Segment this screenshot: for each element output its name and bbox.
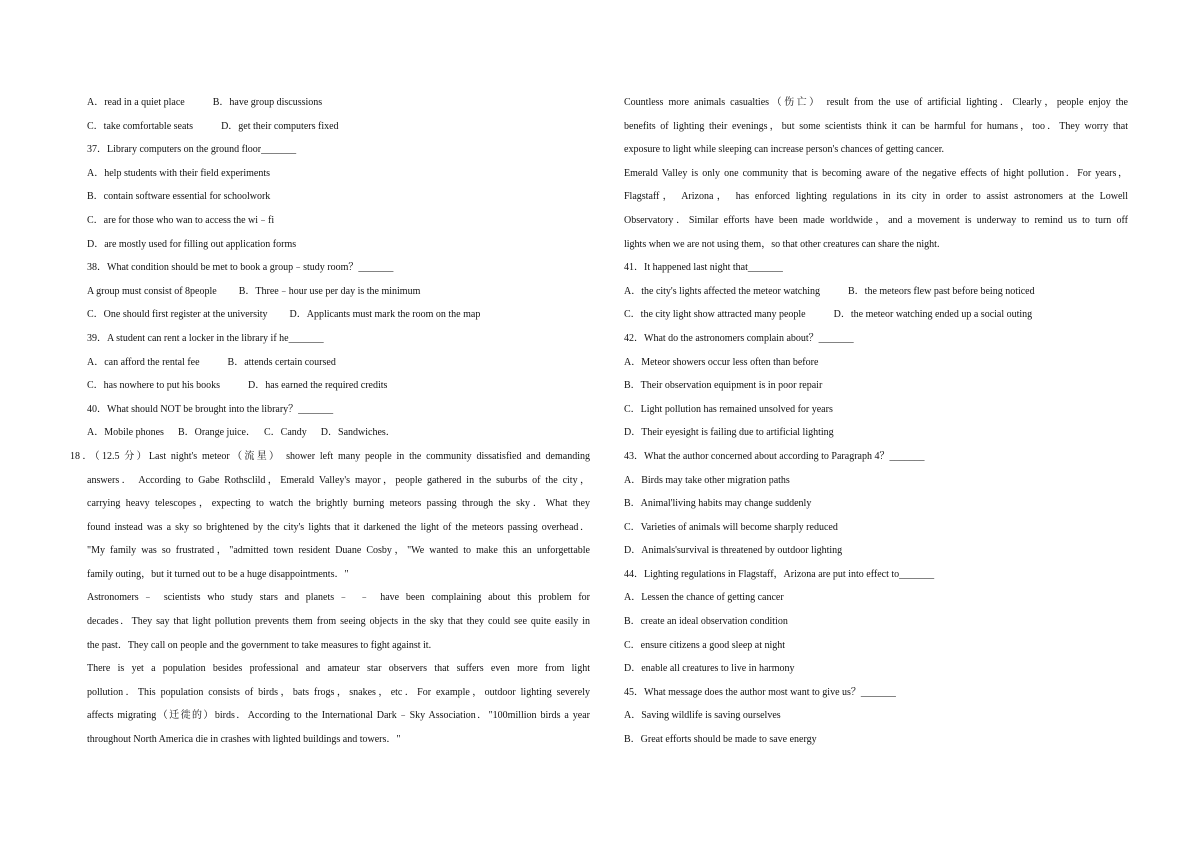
passage-line: exposure to light while sleeping can increase person's chances of getting cancer. bbox=[624, 144, 945, 156]
left-column bbox=[70, 91, 590, 752]
q36-option-a[interactable]: A．read in a quiet place bbox=[87, 97, 185, 108]
q41-options-cd bbox=[624, 303, 1128, 327]
q42-stem: 42．What do the astronomers complain about？_______ bbox=[624, 332, 854, 344]
q45-stem: 45．What message does the author most want to give us？_______ bbox=[624, 686, 896, 698]
q37-option-d[interactable]: D．are mostly used for filling out application forms bbox=[87, 238, 297, 250]
passage-line: Observatory．Similar efforts have been made worldwide，and a movement is underway to remind us to turn off bbox=[624, 214, 1128, 226]
q42-option-c[interactable]: C．Light pollution has remained unsolved for years bbox=[624, 403, 833, 415]
q37-option-a[interactable]: A．help students with their field experiments bbox=[87, 167, 271, 179]
q39-option-a[interactable]: A．can afford the rental fee bbox=[87, 356, 200, 368]
q39-stem: 39．A student can rent a locker in the library if he_______ bbox=[87, 332, 324, 344]
q43-option-c[interactable]: C．Varieties of animals will become sharply reduced bbox=[624, 521, 838, 533]
q42-option-a[interactable]: A．Meteor showers occur less often than before bbox=[624, 356, 819, 368]
passage-line: found instead was a sky so brightened by the city's lights that it darkened the light of the meteors passing overhead． bbox=[87, 521, 590, 533]
q36-option-b[interactable]: B．have group discussions bbox=[212, 97, 323, 108]
q41-options-ab bbox=[624, 280, 1128, 304]
q42-option-d[interactable]: D．Their eyesight is failing due to artificial lighting bbox=[624, 427, 834, 439]
q41-stem: 41．It happened last night that_______ bbox=[624, 262, 783, 274]
q41-option-c[interactable]: C．the city light show attracted many people bbox=[624, 309, 806, 321]
q44-option-a[interactable]: A．Lessen the chance of getting cancer bbox=[624, 592, 784, 604]
q44-stem: 44．Lighting regulations in Flagstaff，Arizona are put into effect to_______ bbox=[624, 568, 935, 580]
q37-option-b[interactable]: B．contain software essential for schoolwork bbox=[87, 191, 271, 203]
passage-line: answers． According to Gabe Rothsclild，Emerald Valley's mayor，people gathered in the suburbs of the city， bbox=[87, 474, 590, 486]
passage-line: carrying heavy telescopes，expecting to watch the brightly burning meteors passing through the sky．What they bbox=[87, 498, 590, 510]
q43-option-a[interactable]: A．Birds may take other migration paths bbox=[624, 474, 790, 486]
q40-option-c[interactable]: C．Candy bbox=[264, 427, 307, 439]
q38-option-a[interactable]: A group must consist of 8people bbox=[87, 285, 217, 297]
q38-stem: 38．What condition should be met to book a group﹣study room？_______ bbox=[87, 262, 394, 274]
q39-options-ab bbox=[87, 351, 590, 375]
q45-option-a[interactable]: A．Saving wildlife is saving ourselves bbox=[624, 710, 781, 722]
passage-line: throughout North America die in crashes with lighted buildings and towers．" bbox=[87, 734, 401, 746]
passage-line: Countless more animals casualties（伤亡） result from the use of artificial lighting．Clearly，people enjoy the bbox=[624, 97, 1128, 108]
q44-option-d[interactable]: D．enable all creatures to live in harmony bbox=[624, 663, 795, 675]
passage-line: Flagstaff， Arizona， has enforced lighting regulations in its city in order to assist astronomers at the Lowell bbox=[624, 191, 1128, 203]
q37-option-c[interactable]: C．are for those who wan to access the wi﹣fi bbox=[87, 214, 275, 226]
q38-options-ab bbox=[87, 280, 590, 304]
q43-option-d[interactable]: D．Animals'survival is threatened by outdoor lighting bbox=[624, 545, 843, 557]
q38-option-c[interactable]: C．One should first register at the university bbox=[87, 309, 268, 321]
q38-options-cd bbox=[87, 303, 590, 327]
q36-option-c[interactable]: C．take comfortable seats bbox=[87, 120, 194, 132]
q41-option-b[interactable]: B．the meteors flew past before being noticed bbox=[848, 285, 1035, 297]
q44-option-c[interactable]: C．ensure citizens a good sleep at night bbox=[624, 639, 786, 651]
q40-options bbox=[87, 421, 590, 445]
q36-option-d[interactable]: D．get their computers fixed bbox=[221, 120, 339, 132]
passage-line: "My family was so frustrated，"admitted town resident Duane Cosby，"We wanted to make this an unforgettable bbox=[87, 545, 590, 557]
passage-line: 18．（12.5 分）Last night's meteor（流星） shower left many people in the community dissatisfied and demanding bbox=[70, 450, 590, 462]
q43-stem: 43．What the author concerned about according to Paragraph 4？_______ bbox=[624, 450, 925, 462]
q40-option-b[interactable]: B．Orange juice． bbox=[177, 427, 256, 439]
passage-line: pollution．This population consists of birds，bats frogs，snakes，etc．For example，outdoor lighting severely bbox=[87, 686, 590, 698]
q40-stem: 40．What should NOT be brought into the library？_______ bbox=[87, 403, 334, 415]
passage-line: There is yet a population besides professional and amateur star observers that suffers even more from light bbox=[87, 663, 590, 675]
q39-option-c[interactable]: C．has nowhere to put his books bbox=[87, 380, 221, 392]
q44-option-b[interactable]: B．create an ideal observation condition bbox=[624, 616, 788, 628]
passage-line: benefits of lighting their evenings，but some scientists think it can be harmful for humans，too．They worry that bbox=[624, 120, 1128, 132]
q45-option-b[interactable]: B．Great efforts should be made to save energy bbox=[624, 734, 817, 746]
q36-options-ab bbox=[87, 91, 590, 115]
right-column bbox=[624, 91, 1128, 752]
passage-line: Emerald Valley is only one community that is becoming aware of the negative effects of hight pollution．For years， bbox=[624, 167, 1128, 179]
passage-line: lights when we are not using them，so that other creatures can share the night. bbox=[624, 238, 940, 250]
q40-option-a[interactable]: A．Mobile phones bbox=[87, 427, 164, 439]
passage-line: family outing，but it turned out to be a huge disappointments．" bbox=[87, 568, 349, 580]
q41-option-d[interactable]: D．the meteor watching ended up a social outing bbox=[833, 309, 1033, 321]
passage-line: affects migrating（迁徙的）birds．According to the International Dark﹣Sky Association．"100million birds a year bbox=[87, 710, 590, 722]
q39-option-b[interactable]: B．attends certain coursed bbox=[227, 356, 336, 368]
passage-line: decades．They say that light pollution prevents them from seeing objects in the sky that they could see quite easily in bbox=[87, 616, 590, 628]
q41-option-a[interactable]: A．the city's lights affected the meteor watching bbox=[624, 285, 821, 297]
q39-options-cd bbox=[87, 374, 590, 398]
q43-option-b[interactable]: B．Animal'living habits may change suddenly bbox=[624, 498, 812, 510]
passage-line: Astronomers﹣ scientists who study stars and planets﹣ ﹣ have been complaining about this problem for bbox=[87, 592, 590, 604]
q42-option-b[interactable]: B．Their observation equipment is in poor repair bbox=[624, 380, 823, 392]
q37-stem: 37．Library computers on the ground floor_______ bbox=[87, 144, 297, 156]
q38-option-b[interactable]: B．Three﹣hour use per day is the minimum bbox=[238, 285, 421, 297]
q38-option-d[interactable]: D．Applicants must mark the room on the map bbox=[289, 309, 481, 321]
q36-options-cd bbox=[87, 115, 590, 139]
passage-line: the past．They call on people and the government to take measures to fight against it. bbox=[87, 639, 432, 651]
q40-option-d[interactable]: D．Sandwiches． bbox=[320, 427, 396, 439]
q39-option-d[interactable]: D．has earned the required credits bbox=[248, 380, 388, 392]
